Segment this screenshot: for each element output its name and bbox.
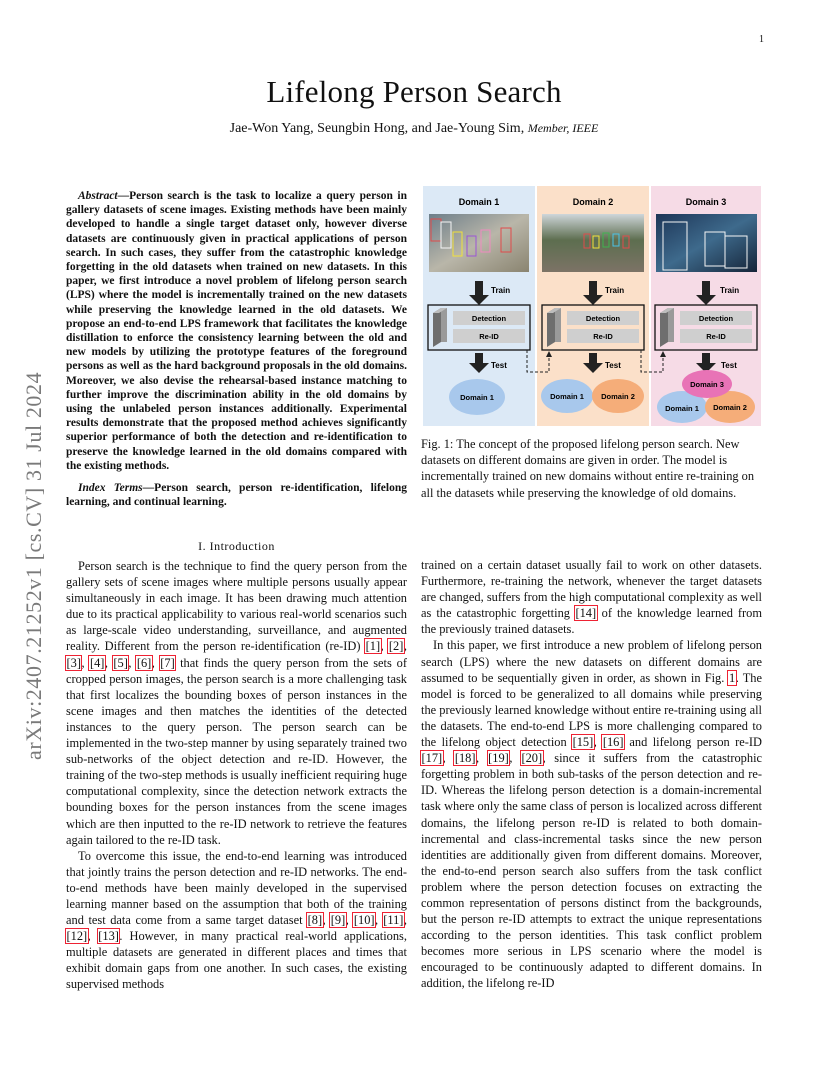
index-terms bbox=[66, 481, 407, 509]
citation-link[interactable]: [20] bbox=[521, 751, 543, 766]
body-text: , bbox=[475, 751, 488, 766]
arxiv-stamp: arXiv:2407.21252v1 [cs.CV] 31 Jul 2024 bbox=[21, 371, 46, 760]
body-text: , bbox=[151, 655, 160, 670]
citation-link[interactable]: [4] bbox=[89, 655, 105, 670]
domain1-test-ellipse-label: Domain 1 bbox=[460, 393, 494, 402]
citation-link[interactable]: [16] bbox=[602, 735, 624, 750]
citation-link[interactable]: [2] bbox=[388, 639, 404, 654]
body-text: , bbox=[104, 655, 113, 670]
body-text: , since it suffers from the catastrophic forgetting problem in both sub-tasks of the person detection and re-ID. Whereas the lifelong person detection is a domain-incremental task where only the same class of person is localized across different domains, the lifelong person re-ID is related to both domain-incremental and class-incremental tasks since the new person identities are additionally given from different domains. Moreover, the end-to-end person search also suffers from the task conflict problem where the person detection focuses on extracting the common representation of persons distinct from the backgrounds, but the person re-ID attempts to extract the unique representations according to the person identities. This task conflict problem becomes more serious in LPS scenario where the model is encouraged to be continuously adapted to different domains. In addition, the lifelong re-ID bbox=[421, 751, 763, 991]
citation-link[interactable]: [14] bbox=[575, 606, 597, 621]
body-text: . The model is forced to be generalized to all domains while preserving the previously learned knowledge without entire re-training using all the datasets. The end-to-end LPS is more challenging compared to the lifelong object detection bbox=[421, 670, 762, 750]
author-membership: Member, IEEE bbox=[527, 121, 599, 135]
domain2-train-label: Train bbox=[605, 286, 625, 295]
citation-link[interactable]: [8] bbox=[307, 913, 323, 928]
figure-caption: Fig. 1: The concept of the proposed lifelong person search. New datasets on different domains are given in order. The model is incrementally trained on new domains without entire re-training on all the datasets while preserving the knowledge of old domains. bbox=[421, 437, 755, 500]
domain1-detection-label: Detection bbox=[471, 314, 507, 323]
body-text: , bbox=[403, 913, 407, 928]
domain2-ellipse-d1-label: Domain 1 bbox=[550, 392, 584, 401]
body-text: , bbox=[380, 639, 389, 654]
body-text: , bbox=[81, 655, 90, 670]
domain1-test-label: Test bbox=[491, 361, 507, 370]
citation-link[interactable]: [11] bbox=[383, 913, 404, 928]
index-terms-label: Index Terms bbox=[78, 482, 143, 494]
citation-link[interactable]: [17] bbox=[421, 751, 443, 766]
domain2-reid-label: Re-ID bbox=[593, 332, 613, 341]
body-text: , bbox=[403, 639, 407, 654]
author-names: Jae-Won Yang, Seungbin Hong, and Jae-Young Sim, bbox=[229, 121, 525, 136]
body-text: trained on a certain dataset usually fail to work on other datasets. Furthermore, re-training the network, whenever the target datasets are changed, suffers from the high computational complexity as well as the catastrophic forgetting bbox=[421, 558, 762, 621]
domain3-test-label: Test bbox=[721, 361, 737, 370]
domain1-reid-label: Re-ID bbox=[479, 332, 499, 341]
body-text: , bbox=[375, 913, 383, 928]
domain2-ellipse-d2-label: Domain 2 bbox=[601, 392, 635, 401]
domain3-train-label: Train bbox=[720, 286, 740, 295]
body-text: . However, in many practical real-world applications, multiple datasets are generated in different places and times that exhibit domain gaps from one another. In such cases, the existing supervised methods bbox=[66, 929, 407, 992]
domain1-label: Domain 1 bbox=[458, 197, 500, 207]
body-text: , bbox=[322, 913, 331, 928]
domain3-reid-label: Re-ID bbox=[706, 332, 726, 341]
body-text: Person search is the technique to find the query person from the gallery sets of scene images where multiple persons usually appear simultaneously in each image. It has been drawing much attention due to its practical applicability to various real-world scenarios such as large-scale video understanding, surveillance, and augmented reality. Different from the person re-identification (re-ID) bbox=[66, 559, 407, 654]
body-text: , bbox=[509, 751, 521, 766]
intro-paragraph-1 bbox=[66, 558, 407, 848]
body-text: , bbox=[128, 655, 137, 670]
body-text: , bbox=[593, 735, 603, 750]
abstract-label: Abstract bbox=[78, 190, 118, 202]
right-column-body bbox=[421, 557, 762, 992]
domain3-scene-image bbox=[656, 214, 757, 272]
domain2-label: Domain 2 bbox=[572, 197, 614, 207]
body-text: In this paper, we first introduce a new problem of lifelong person search (LPS) where the new datasets on different domains are assumed to be sequentially given in order, as shown in Fig. bbox=[421, 638, 762, 685]
body-text: of the knowledge learned from the previously trained datasets. bbox=[421, 606, 762, 637]
body-text: that finds the query person from the sets of cropped person images, the person search is a more challenging task that first localizes the bounding boxes of person instances in the scene images and then matches the identities of the detected instances to the query person. The person search can be implemented in the two-step manner by using separately trained two sub-networks of the object detection and re-ID. However, the training of the two-step methods is usually inefficient requiring huge computational complexity, since the detection network extracts the bounding boxes for the person instances from the scene images which are then inputted to the re-ID network to retrieve the features again tailored to the re-ID task. bbox=[66, 655, 407, 847]
citation-link[interactable]: [3] bbox=[66, 655, 81, 670]
figure-lifelong-person-search bbox=[423, 186, 761, 426]
citation-link[interactable]: [12] bbox=[66, 929, 88, 944]
paper-title: Lifelong Person Search bbox=[266, 74, 562, 109]
domain2-detection-label: Detection bbox=[585, 314, 621, 323]
citation-link[interactable]: [19] bbox=[488, 751, 509, 766]
domain2-scene-image bbox=[542, 214, 644, 272]
citation-link[interactable]: [10] bbox=[353, 913, 375, 928]
citation-link[interactable]: [9] bbox=[330, 913, 346, 928]
domain1-train-label: Train bbox=[491, 286, 511, 295]
author-line bbox=[0, 121, 828, 137]
abstract-text: —Person search is the task to localize a query person in gallery datasets of scene images. Existing methods have been mainly developed to handle a single target dataset only, however diverse datasets are continuously given in practical applications of person search. In such cases, they suffer from the catastrophic knowledge forgetting in the old datasets when trained on new datasets. In this paper, we first introduce a novel problem of lifelong person search (LPS) where the model is incrementally trained on the new datasets while preserving the knowledge learned in the old datasets. We propose an end-to-end LPS framework that facilitates the knowledge distillation to enforce the consistency learning between the old and new models by utilizing the prototype features of the foreground persons as well as the hard background proposals in the old domains. Moreover, we also devise the rehearsal-based instance matching to further improve the discrimination ability in the old domains by using the unlabeled person instances additionally. Experimental results demonstrate that the proposed method achieves significantly superior performance of both the detection and re-identification to preserve the knowledge learned in the old domains compared with the existing methods. bbox=[66, 190, 407, 472]
domain3-ellipse-d2-label: Domain 2 bbox=[713, 403, 747, 412]
abstract bbox=[66, 189, 407, 473]
intro-paragraph-3 bbox=[421, 637, 762, 991]
body-text: To overcome this issue, the end-to-end learning was introduced that jointly trains the person detection and re-ID networks. The end-to-end methods have been mainly developed in the supervised learning manner based on the assumption that both of the training and test data come from a same target dataset bbox=[66, 848, 407, 928]
domain3-ellipse-d1-label: Domain 1 bbox=[665, 404, 699, 413]
page-number: 1 bbox=[759, 34, 764, 45]
domain3-label: Domain 3 bbox=[685, 197, 727, 207]
citation-link[interactable]: [7] bbox=[160, 655, 175, 670]
left-column-body bbox=[66, 558, 407, 993]
body-text: , bbox=[87, 929, 98, 944]
citation-link[interactable]: [18] bbox=[454, 751, 476, 766]
citation-link[interactable]: [6] bbox=[136, 655, 152, 670]
citation-link[interactable]: 1 bbox=[728, 670, 736, 685]
body-text: and lifelong person re-ID bbox=[623, 735, 762, 750]
intro-paragraph-continued bbox=[421, 557, 762, 637]
domain3-detection-label: Detection bbox=[698, 314, 734, 323]
index-terms-text: —Person search, person re-identification, lifelong learning, and continual learning. bbox=[66, 482, 407, 509]
domain3-ellipse-d3-label: Domain 3 bbox=[690, 380, 724, 389]
domain1-scene-image bbox=[429, 214, 529, 272]
citation-link[interactable]: [5] bbox=[113, 655, 128, 670]
citation-link[interactable]: [1] bbox=[365, 639, 381, 654]
intro-paragraph-2 bbox=[66, 848, 407, 993]
body-text: , bbox=[442, 751, 455, 766]
body-text: , bbox=[345, 913, 354, 928]
citation-link[interactable]: [15] bbox=[572, 735, 594, 750]
section-heading: I. Introduction bbox=[198, 539, 275, 553]
domain2-test-label: Test bbox=[605, 361, 621, 370]
citation-link[interactable]: [13] bbox=[98, 929, 119, 944]
